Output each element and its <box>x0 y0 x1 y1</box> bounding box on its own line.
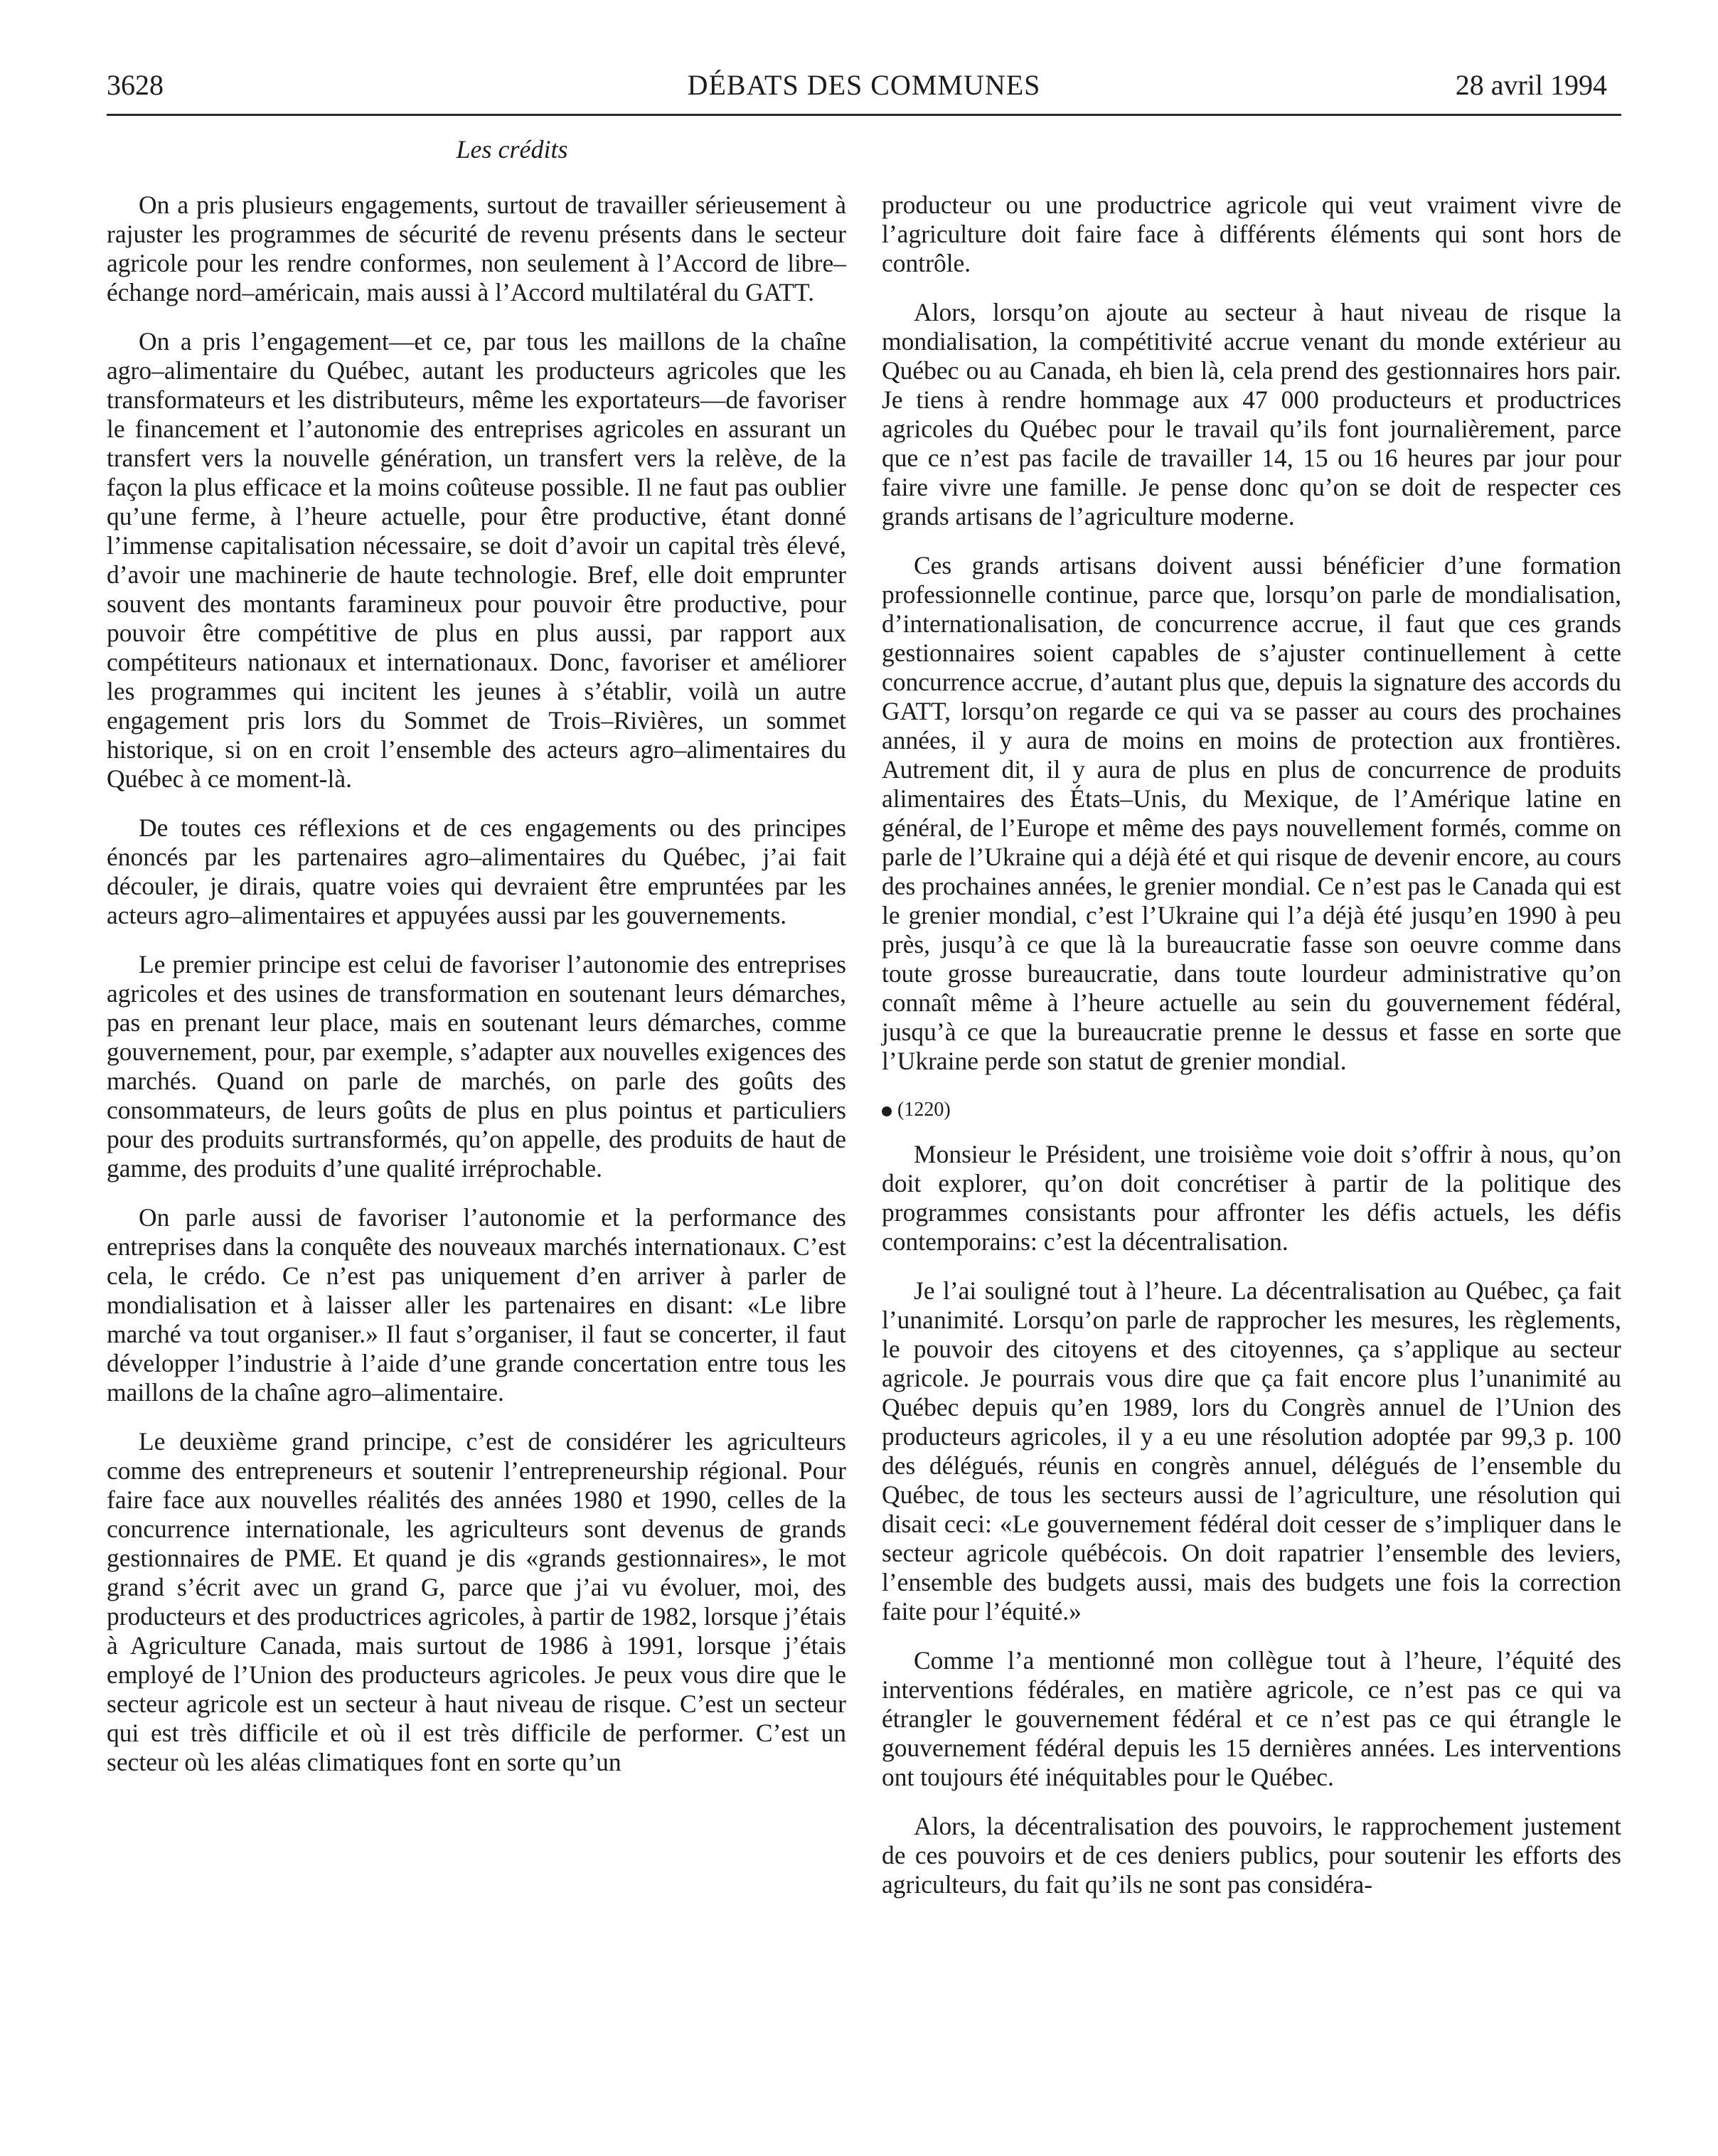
document-page <box>107 64 1621 2126</box>
paragraph: Alors, la décentralisation des pouvoirs, le rapprochement justement de ces pouvoirs et de ces deniers publics, pour soutenir les efforts des agriculteurs, du fait qu’ils ne sont pas considéra- <box>882 1812 1621 1899</box>
paragraph: Le premier principe est celui de favoriser l’autonomie des entreprises agricoles et des usines de transformation en soutenant leurs démarches, pas en prenant leur place, mais en soutenant leurs démarches, comme gouvernement, pour, par exemple, s’adapter aux nouvelles exigences des marchés. Quand on parle de marchés, on parle des goûts des consommateurs, de leurs goûts de plus en plus pointus et particuliers pour des produits surtransformés, qu’on appelle, des produits de haut de gamme, des produits d’une qualité irréprochable. <box>107 950 846 1183</box>
right-column <box>882 191 1621 1919</box>
paragraph: Je l’ai souligné tout à l’heure. La décentralisation au Québec, ça fait l’unanimité. Lorsqu’on parle de rapprocher les mesures, les règlements, le pouvoir des citoyens et des citoyennes, ça s’applique au secteur agricole. Je pourrais vous dire que ça fait encore plus l’unanimité au Québec depuis qu’en 1989, lors du Congrès annuel de l’Union des producteurs agricoles, il y a eu une résolution adoptée par 99,3 p. 100 des délégués, réunis en congrès annuel, délégués de l’ensemble du Québec, de tous les secteurs aussi de l’agriculture, une résolution qui disait ceci: «Le gouvernement fédéral doit cesser de s’impliquer dans le secteur agricole québécois. On doit rapatrier l’ensemble des leviers, l’ensemble des budgets aussi, mais des budgets une fois la correction faite pour l’équité.» <box>882 1276 1621 1626</box>
publication-title: DÉBATS DES COMMUNES <box>687 69 1041 101</box>
paragraph: Alors, lorsqu’on ajoute au secteur à haut niveau de risque la mondialisation, la compétitivité accrue venant du monde extérieur au Québec ou au Canada, eh bien là, cela prend des gestionnaires hors pair. Je tiens à rendre hommage aux 47 000 producteurs et productrices agricoles du Québec pour le travail qu’ils font journalièrement, parce que ce n’est pas facile de travailler 14, 15 ou 16 heures par jour pour faire vivre une famille. Je pense donc qu’on se doit de respecter ces grands artisans de l’agriculture moderne. <box>882 298 1621 530</box>
paragraph: Le deuxième grand principe, c’est de considérer les agriculteurs comme des entrepreneurs et soutenir l’entrepreneurship régional. Pour faire face aux nouvelles réalités des années 1980 et 1990, celles de la concurrence internationale, les agriculteurs sont devenus de grands gestionnaires de PME. Et quand je dis «grands gestionnaires», le mot grand s’écrit avec un grand G, parce que j’ai vu évoluer, moi, des producteurs et des productrices agricoles, à partir de 1982, lorsque j’étais à Agriculture Canada, mais surtout de 1986 à 1991, lorsque j’étais employé de l’Union des producteurs agricoles. Je peux vous dire que le secteur agricole est un secteur à haut niveau de risque. C’est un secteur qui est très difficile et où il est très difficile de performer. C’est un secteur où les aléas climatiques font en sorte qu’un <box>107 1427 846 1776</box>
page-date: 28 avril 1994 <box>1455 69 1607 101</box>
page-number: 3628 <box>107 69 164 101</box>
continued-paragraph: producteur ou une productrice agricole qui veut vraiment vivre de l’agriculture doit faire face à différents éléments qui sont hors de contrôle. <box>882 191 1621 277</box>
paragraph: On a pris plusieurs engagements, surtout de travailler sérieusement à rajuster les programmes de sécurité de revenu présents dans le secteur agricole pour les rendre conformes, non seulement à l’Accord de libre–échange nord–américain, mais aussi à l’Accord multilatéral du GATT. <box>107 191 846 306</box>
paragraph: De toutes ces réflexions et de ces engagements ou des principes énoncés par les partenaires agro–alimentaires du Québec, j’ai fait découler, je dirais, quatre voies qui devraient être empruntées par les acteurs agro–alimentaires et appuyées aussi par les gouvernements. <box>107 813 846 929</box>
left-column <box>107 134 846 1797</box>
paragraph: On a pris l’engagement—et ce, par tous les maillons de la chaîne agro–alimentaire du Québec, autant les producteurs agricoles que les transformateurs et les distributeurs, même les exportateurs—de favoriser le financement et l’autonomie des entreprises agricoles en assurant un transfert vers la nouvelle génération, un transfert vers la relève, de la façon la plus efficace et la moins coûteuse possible. Il ne faut pas oublier qu’une ferme, à l’heure actuelle, pour être productive, étant donné l’immense capitalisation nécessaire, se doit d’avoir un capital très élevé, d’avoir une machinerie de haute technologie. Bref, elle doit emprunter souvent des montants faramineux pour pouvoir être productive, pour pouvoir être compétitive de plus en plus aussi, par rapport aux compétiteurs nationaux et internationaux. Donc, favoriser et améliorer les programmes qui incitent les jeunes à s’établir, voilà un autre engagement pris lors du Sommet de Trois–Rivières, un sommet historique, si on en croit l’ensemble des acteurs agro–alimentaires du Québec à ce moment-là. <box>107 327 846 793</box>
paragraph: Comme l’a mentionné mon collègue tout à l’heure, l’équité des interventions fédérales, en matière agricole, ce n’est pas ce qui va étrangler le gouvernement fédéral et ce n’est pas ce qui étrangle le gouvernement fédéral depuis les 15 dernières années. Les interventions ont toujours été inéquitables pour le Québec. <box>882 1646 1621 1791</box>
time-marker-text: (1220) <box>897 1099 951 1121</box>
running-header <box>107 64 1621 116</box>
paragraph: Monsieur le Président, une troisième voie doit s’offrir à nous, qu’on doit explorer, qu’on doit concrétiser à partir de la politique des programmes consistants pour affronter les défis actuels, les défis contemporains: c’est la décentralisation. <box>882 1140 1621 1256</box>
section-heading: Les crédits <box>456 135 568 164</box>
paragraph: On parle aussi de favoriser l’autonomie et la performance des entreprises dans la conquête des nouveaux marchés internationaux. C’est cela, le crédo. Ce n’est pas uniquement d’en arriver à parler de mondialisation et à laisser aller les partenaires en disant: «Le libre marché va tout organiser.» Il faut s’organiser, il faut se concerter, il faut développer l’industrie à l’aide d’une grande concertation entre tous les maillons de la chaîne agro–alimentaire. <box>107 1203 846 1407</box>
paragraph: Ces grands artisans doivent aussi bénéficier d’une formation professionnelle continue, parce que, lorsqu’on parle de mondialisation, d’internationalisation, de concurrence accrue, il faut que ces grands gestionnaires soient capables de s’ajuster continuellement à cette concurrence accrue, d’autant plus que, depuis la signature des accords du GATT, lorsqu’on regarde ce qui va se passer au cours des prochaines années, il y aura de moins en moins de protection aux frontières. Autrement dit, il y aura de plus en plus de concurrence de produits alimentaires des États–Unis, du Mexique, de l’Amérique latine en général, de l’Europe et même des pays nouvellement formés, comme on parle de l’Ukraine qui a déjà été et qui risque de devenir encore, au cours des prochaines années, le grenier mondial. Ce n’est pas le Canada qui est le grenier mondial, c’est l’Ukraine qui l’a déjà été jusqu’en 1990 à peu près, jusqu’à ce que là la bureaucratie fasse son oeuvre comme dans toute grosse bureaucratie, dans toute lourdeur administrative qu’on connaît même à l’heure actuelle au sein du gouvernement fédéral, jusqu’à ce que la bureaucratie prenne le dessus et fasse en sorte que l’Ukraine perde son statut de grenier mondial. <box>882 551 1621 1075</box>
time-marker <box>882 1096 1621 1124</box>
bullet-icon <box>882 1106 892 1116</box>
